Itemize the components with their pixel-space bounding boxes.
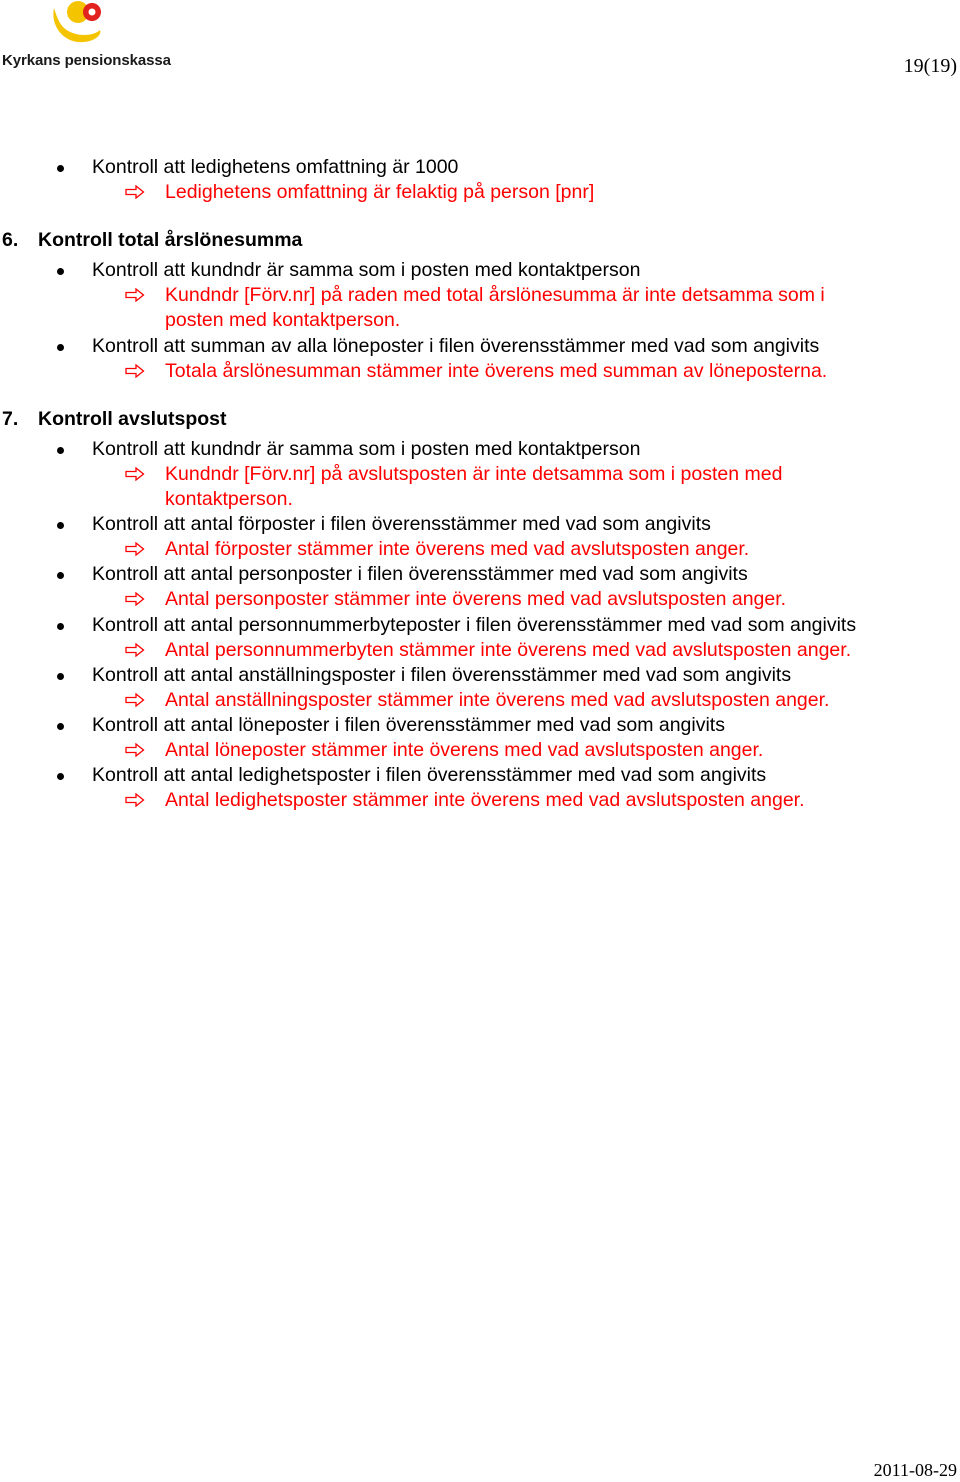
- error-message: [0, 537, 960, 562]
- item-text: Kundndr [Förv.nr] på raden med total årslönesumma är inte detsamma som i: [165, 284, 825, 307]
- bullet-item: [0, 613, 960, 638]
- logo-text: Kyrkans pensionskassa: [2, 52, 171, 69]
- error-message: [0, 359, 960, 384]
- arrow-right-icon: [125, 288, 145, 302]
- bullet-icon: [57, 344, 64, 351]
- bullet-item: [0, 334, 960, 359]
- item-text: Kontroll att antal anställningsposter i filen överensstämmer med vad som angivits: [92, 663, 792, 686]
- arrow-right-icon: [125, 364, 145, 378]
- footer-date: 2011-08-29: [873, 1460, 957, 1480]
- bullet-icon: [57, 723, 64, 730]
- arrow-right-icon: [125, 542, 145, 556]
- bullet-item: [0, 562, 960, 587]
- intro-list: [0, 155, 960, 205]
- item-text: Ledighetens omfattning är felaktig på person [pnr]: [165, 181, 595, 204]
- section-6-list: [0, 258, 960, 383]
- item-text: Kontroll att summan av alla löneposter i filen överensstämmer med vad som angivits: [92, 334, 820, 357]
- bullet-item: [0, 713, 960, 738]
- logo: [0, 0, 170, 75]
- section-7-list: [0, 437, 960, 813]
- error-message: [0, 283, 960, 308]
- section-7-heading: [0, 407, 960, 432]
- error-message: [0, 788, 960, 813]
- page-number: 19(19): [903, 55, 957, 77]
- item-text: Totala årslönesumman stämmer inte överens med summan av löneposterna.: [165, 359, 828, 382]
- item-text: Kontroll att antal personnummerbyteposter i filen överensstämmer med vad som angivits: [92, 613, 857, 636]
- section-title: Kontroll total årslönesumma: [38, 229, 303, 252]
- item-text: Kontroll att antal ledighetsposter i filen överensstämmer med vad som angivits: [92, 764, 767, 787]
- item-text: Antal personnummerbyten stämmer inte överens med vad avslutsposten anger.: [165, 638, 852, 661]
- bullet-icon: [57, 572, 64, 579]
- item-text: posten med kontaktperson.: [165, 309, 401, 332]
- item-text: Kontroll att antal löneposter i filen överensstämmer med vad som angivits: [92, 713, 725, 736]
- bullet-item: [0, 512, 960, 537]
- bullet-icon: [57, 268, 64, 275]
- section-title: Kontroll avslutspost: [38, 407, 227, 430]
- arrow-right-icon: [125, 793, 145, 807]
- item-text: Kontroll att ledighetens omfattning är 1000: [92, 156, 459, 178]
- error-message: [0, 638, 960, 663]
- bullet-item: [0, 155, 960, 180]
- item-text: Kundndr [Förv.nr] på avslutsposten är inte detsamma som i posten med: [165, 462, 783, 485]
- item-text: Antal anställningsposter stämmer inte överens med vad avslutsposten anger.: [165, 688, 830, 711]
- document-body: [0, 155, 960, 813]
- item-text: Antal personposter stämmer inte överens med vad avslutsposten anger.: [165, 588, 787, 611]
- arrow-right-icon: [125, 743, 145, 757]
- item-text: Kontroll att antal förposter i filen överensstämmer med vad som angivits: [92, 513, 711, 536]
- item-text: kontaktperson.: [165, 488, 293, 511]
- item-text: Antal ledighetsposter stämmer inte överens med vad avslutsposten anger.: [165, 789, 805, 812]
- error-message: [0, 738, 960, 763]
- item-text: Antal förposter stämmer inte överens med vad avslutsposten anger.: [165, 538, 750, 561]
- arrow-right-icon: [125, 643, 145, 657]
- arrow-right-icon: [125, 185, 145, 199]
- section-6-heading: [0, 228, 960, 253]
- logo-mark-icon: [50, 0, 108, 48]
- item-text: Kontroll att kundndr är samma som i posten med kontaktperson: [92, 437, 641, 460]
- error-message: [0, 688, 960, 713]
- bullet-icon: [57, 165, 64, 172]
- bullet-icon: [57, 447, 64, 454]
- item-text: Kontroll att kundndr är samma som i posten med kontaktperson: [92, 259, 641, 282]
- section-number: 6.: [2, 229, 19, 252]
- bullet-icon: [57, 623, 64, 630]
- error-message-continuation: [0, 487, 960, 512]
- bullet-icon: [57, 773, 64, 780]
- bullet-icon: [57, 673, 64, 680]
- error-message: [0, 180, 960, 205]
- arrow-right-icon: [125, 693, 145, 707]
- page-header: [0, 0, 960, 90]
- error-message-continuation: [0, 308, 960, 333]
- item-text: Antal löneposter stämmer inte överens med vad avslutsposten anger.: [165, 738, 764, 761]
- bullet-item: [0, 663, 960, 688]
- bullet-item: [0, 437, 960, 462]
- bullet-item: [0, 763, 960, 788]
- section-number: 7.: [2, 407, 19, 430]
- bullet-item: [0, 258, 960, 283]
- error-message: [0, 587, 960, 612]
- error-message: [0, 462, 960, 487]
- item-text: Kontroll att antal personposter i filen överensstämmer med vad som angivits: [92, 563, 748, 586]
- arrow-right-icon: [125, 467, 145, 481]
- bullet-icon: [57, 522, 64, 529]
- arrow-right-icon: [125, 592, 145, 606]
